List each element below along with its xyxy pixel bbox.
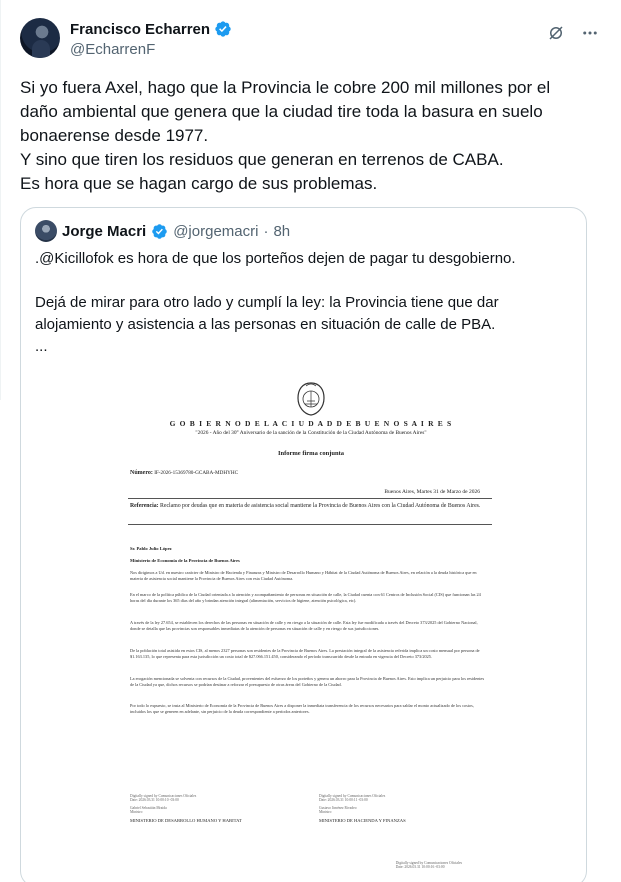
document-paragraph: En el marco de la política pública de la Ciudad orientada a la atención y acompañamiento de personas en situación de calle, la Ciudad cuenta con 61 Centros de Inclusión Social (CIS) que funcionan las 24 horas del día durante los 365 días del año y brindan atención integral (alimentación, servicios de higiene, atención psicológica, etc). (130, 592, 481, 603)
signature-right-meta: Digitally signed by Comunicaciones Oficiales Date: 2026.03.31 10:00:11 -03:00 (319, 794, 386, 803)
more-icon[interactable] (579, 22, 601, 44)
author-display-name[interactable]: Francisco Echarren (70, 20, 211, 38)
document-footer-signature: Digitally signed by Comunicaciones Oficiales Date: 2026.03.31 10:00:16 -03:00 (395, 861, 462, 870)
document-number-value: IF-2026-15369780-GCABA-MDHYHC (154, 470, 239, 476)
quoted-text-line: .@Kicillofok es hora de que los porteños dejen de pagar tu desgobierno. (35, 250, 516, 267)
tweet-text-line: Y sino que tiren los residuos que generan en terrenos de CABA. (20, 150, 504, 169)
tweet-text-line: bonaerense desde 1977. (20, 126, 209, 145)
tweet-header (20, 16, 601, 64)
quoted-text-line: ... (35, 338, 48, 355)
document-reference (130, 502, 490, 510)
quoted-timestamp[interactable]: 8h (273, 222, 291, 240)
document-year-motto: "2026 - Año del 30° Aniversario de la sanción de la Constitución de la Ciudad Autónoma de Buenos Aires" (195, 430, 427, 436)
document-rule (128, 498, 492, 499)
tweet-text (20, 76, 595, 196)
signature-left-meta: Digitally signed by Comunicaciones Oficiales Date: 2026.03.31 10:00:10 -03:00 (130, 794, 197, 803)
verified-badge-icon (214, 20, 232, 38)
quoted-text-line: alojamiento y asistencia a las personas en situación de calle de PBA. (35, 316, 496, 333)
header-actions (545, 22, 601, 44)
tweet-text-line: daño ambiental que genera que la ciudad tire toda la basura en suelo (20, 102, 543, 121)
document-paragraph: Por todo lo expuesto, se insta al Ministerio de Economía de la Provincia de Buenos Aires a disponer la inmediata transferencia de los recursos necesarios para saldar el monto actualizado de los costos, incluidos los que se generen en adelante, sin perjuicio de la deuda correspondiente a períodos anteriores. (130, 703, 474, 714)
grok-icon[interactable] (545, 22, 567, 44)
city-seal-icon (297, 382, 325, 416)
document-rule (128, 524, 492, 525)
tweet-text-line: Es hora que se hagan cargo de sus problemas. (20, 174, 378, 193)
document-number-label: Número: (130, 470, 153, 476)
document-type: Informe firma conjunta (277, 450, 345, 457)
quoted-tweet-text (35, 248, 575, 358)
document-paragraph: A través de la ley 27.654, se establecen los derechos de las personas en situación de calle y en riesgo a la situación de calle. Esta ley fue modificada a través del Decreto 373/2025 del Gobierno Nacional, donde se detalla que las provincias son responsables inmediatas de la atención de personas en situación de calle y en riesgo de sus jurisdicciones. (130, 620, 478, 631)
quoted-text-line: Dejá de mirar para otro lado y cumplí la ley: la Provincia tiene que dar (35, 294, 499, 311)
document-number (130, 470, 238, 476)
quoted-tweet[interactable] (20, 207, 587, 882)
document-issuer: G O B I E R N O D E L A C I U D A D D E B U E N O S A I R E S (169, 419, 453, 428)
signature-left-name: Gabriel Sebastián Mraida Ministro (130, 806, 167, 815)
document-reference-text: Reclamo por deudas que en materia de asistencia social mantiene la Provincia de Buenos Aires con la Ciudad Autónoma de Buenos Aires. (160, 503, 481, 509)
document-paragraph: La erogación mencionada se solventa con recursos de la Ciudad, provenientes del esfuerzo de los porteños y genera un ahorro para la Provincia de Buenos Aires. Esto implica un perjuicio para los residentes de la Ciudad ya que, dichos recursos se podrían destinar a reforzar el presupuesto de otras áreas del Gobierno de la Ciudad. (130, 676, 485, 687)
quoted-author-avatar[interactable] (35, 220, 57, 242)
signature-left-title: MINISTERIO DE DESARROLLO HUMANO Y HABITAT (130, 818, 242, 823)
author-info (70, 20, 232, 58)
timeline-border (0, 0, 1, 400)
verified-badge-icon (151, 223, 168, 240)
document-image[interactable] (114, 364, 508, 882)
document-reference-label: Referencia: (130, 503, 159, 509)
tweet-text-line: Si yo fuera Axel, hago que la Provincia le cobre 200 mil millones por el (20, 78, 551, 97)
quoted-separator: · (263, 222, 269, 240)
document-date: Buenos Aires, Martes 31 de Marzo de 2026 (384, 489, 480, 495)
author-handle[interactable]: @EcharrenF (70, 41, 156, 58)
document-paragraph: De la población total asistida en estos CIS, al menos 2327 personas son residentes de la Provincia de Buenos Aires. La prestación integral de la asistencia referida implica un costo mensual por persona de $1.163.135, lo que representa para esta jurisdicción un costo total de $27.066.151.450, considerando el período transcurrido desde la entrada en vigencia del Decreto 373/2025. (130, 648, 480, 659)
signature-right-title: MINISTERIO DE HACIENDA Y FINANZAS (319, 818, 406, 823)
author-name-row (70, 20, 232, 38)
signature-right-name: Gustavo Jiménez Rivadeo Ministro (319, 806, 357, 815)
quoted-tweet-header (35, 220, 290, 242)
document-recipient: Sr. Pablo Julio López (130, 546, 172, 551)
quoted-author-display-name[interactable]: Jorge Macri (62, 222, 147, 240)
author-avatar[interactable] (20, 18, 60, 58)
quoted-author-handle[interactable]: @jorgemacri (173, 222, 259, 240)
document-paragraph: Nos dirigimos a Ud. en nuestro carácter de Ministro de Hacienda y Finanzas y Ministro de Desarrollo Humano y Hábitat de la Ciudad Autónoma de Buenos Aires, en relación a la deuda histórica que en materia de asistencia social mantiene la Provincia de Buenos Aires con esta Ciudad Autónoma. (130, 570, 477, 581)
document-recipient-ministry: Ministerio de Economía de la Provincia de Buenos Aires (130, 558, 240, 563)
